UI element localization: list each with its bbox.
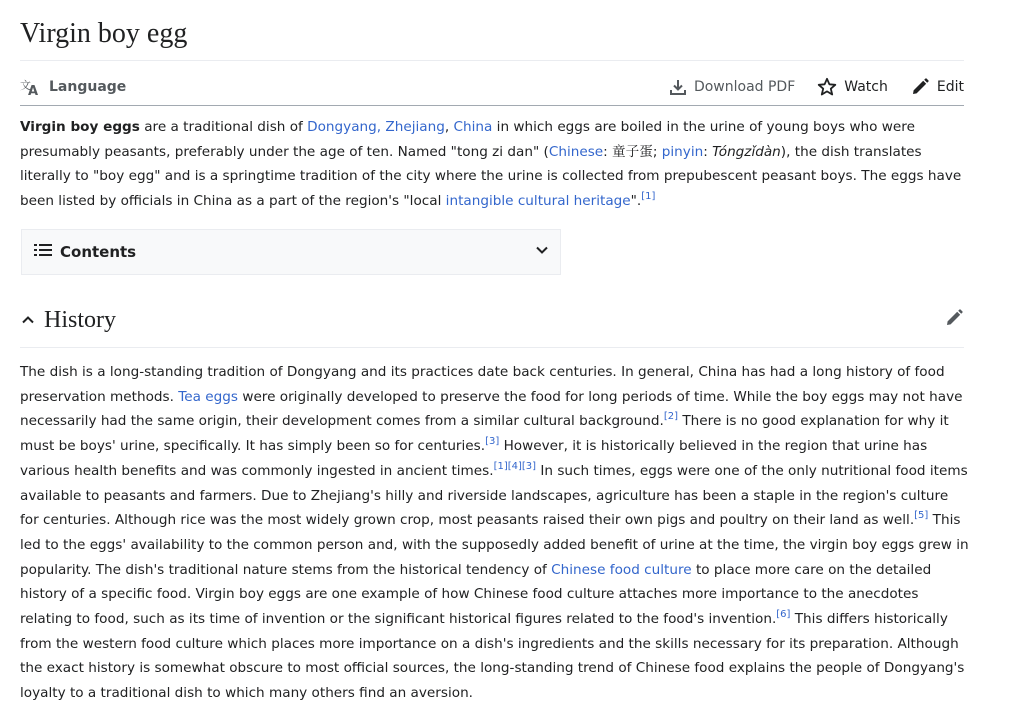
svg-text:A: A (28, 84, 39, 97)
citation-5[interactable]: [5] (914, 510, 929, 522)
link-pinyin[interactable]: pinyin (661, 143, 704, 160)
watch-button[interactable] (817, 77, 888, 97)
lead-text: : (703, 143, 713, 160)
history-text: However, it is historically believed in the region that urine has various health benefits and was commonly ingested in ancient times. (20, 438, 928, 479)
link-tea-eggs[interactable]: Tea eggs (178, 388, 238, 405)
history-text: This differs historically from the western food culture which places more importance on a dish's ingredients and the skills necessary for its preparation. Although the exact history is somewhat obscure to most official sources, the long-standing trend of Chinese food explains the people of Dongyang's loyalty to a traditional dish to which many others find an aversion. (20, 611, 965, 702)
language-label: Language (49, 79, 127, 95)
chevron-down-icon (534, 242, 550, 262)
lead-text: : 童子蛋; (603, 143, 662, 160)
download-icon (669, 78, 694, 96)
history-text: There is no good explanation for why it must be boys' urine, specifically. It has simply been so for centuries. (20, 413, 949, 455)
history-text: In such times, eggs were one of the only nutritional food items available to peasants and farmers. Due to Zhejiang's hilly and riverside landscapes, agriculture has been a staple in the region's culture for centuries. Although rice was the most widely grown crop, most peasants raised their own pigs and poultry on their land as well. (20, 462, 968, 529)
history-text: were originally developed to preserve the food for long periods of time. While the boy eggs may not have necessarily had the same origin, their development comes from a similar cultural background. (20, 388, 963, 430)
lead-text: ". (630, 193, 642, 210)
citation-3[interactable]: [3] (485, 436, 500, 448)
lead-text: are a traditional dish of (139, 119, 308, 135)
page-title: Virgin boy egg (20, 18, 188, 49)
table-of-contents-toggle[interactable] (21, 229, 561, 275)
pinyin-text: Tóngzǐdàn (712, 143, 781, 160)
link-chinese[interactable]: Chinese (548, 143, 604, 160)
link-intangible-cultural-heritage[interactable]: intangible cultural heritage (445, 193, 631, 210)
list-bullet-icon (34, 242, 52, 262)
link-chinese-food-culture[interactable]: Chinese food culture (551, 561, 692, 578)
svg-text:文: 文 (20, 79, 31, 92)
history-text: to place more care on the detailed history of a specific food. Virgin boy eggs are one example of how Chinese food culture attaches more importance to the anecdotes relating to food, such as its time of invention or the significant historical figures related to the food's invention. (20, 561, 932, 628)
lead-paragraph (20, 115, 970, 214)
history-text: This led to the eggs' availability to the common person and, with the supposedly added benefit of urine at the time, the virgin boy eggs grew in popularity. The dish's traditional nature stems from the historical tendency of (20, 512, 969, 578)
citation-2[interactable]: [2] (663, 411, 679, 423)
lead-text: in which eggs are boiled in the urine of young boys who were presumably peasants, preferably under the age of ten. Named "tong zi dan" ( (20, 119, 915, 160)
download-pdf-button[interactable] (669, 78, 795, 96)
link-dongyang[interactable]: Dongyang, Zhejiang (307, 119, 445, 135)
citation-1[interactable]: [1] (641, 191, 656, 203)
translate-icon (20, 77, 49, 97)
lead-text: , (444, 119, 454, 135)
contents-label: Contents (60, 243, 137, 261)
download-pdf-label: Download PDF (693, 79, 796, 95)
title-divider (20, 60, 964, 61)
pencil-icon (910, 77, 937, 97)
toolbar-divider (20, 105, 964, 106)
lead-term: Virgin boy eggs (20, 119, 140, 135)
chevron-up-icon[interactable] (20, 312, 36, 328)
link-china[interactable]: China (453, 119, 493, 135)
star-icon (817, 77, 844, 97)
pencil-icon[interactable] (944, 308, 964, 332)
citation-6[interactable]: [6] (776, 609, 791, 621)
edit-label: Edit (936, 79, 964, 95)
watch-label: Watch (844, 79, 888, 95)
history-text: The dish is a long-standing tradition of Dongyang and its practices date back centuries. In general, China has had a long history of food preservation methods. (20, 364, 945, 405)
edit-button[interactable] (910, 77, 964, 97)
history-paragraph (20, 360, 970, 706)
lead-text: ), the dish translates literally to "boy egg" and is a springtime tradition of the city where the urine is collected from prepubescent peasant boys. The eggs have been listed by officials in China as a part of the region's "local (20, 143, 962, 210)
history-heading: History (44, 306, 116, 333)
page-toolbar (20, 69, 964, 105)
history-section-header (20, 300, 964, 340)
section-divider (20, 347, 964, 348)
language-button[interactable] (20, 77, 126, 97)
citation-1-4-3[interactable]: [1][4][3] (493, 460, 537, 472)
